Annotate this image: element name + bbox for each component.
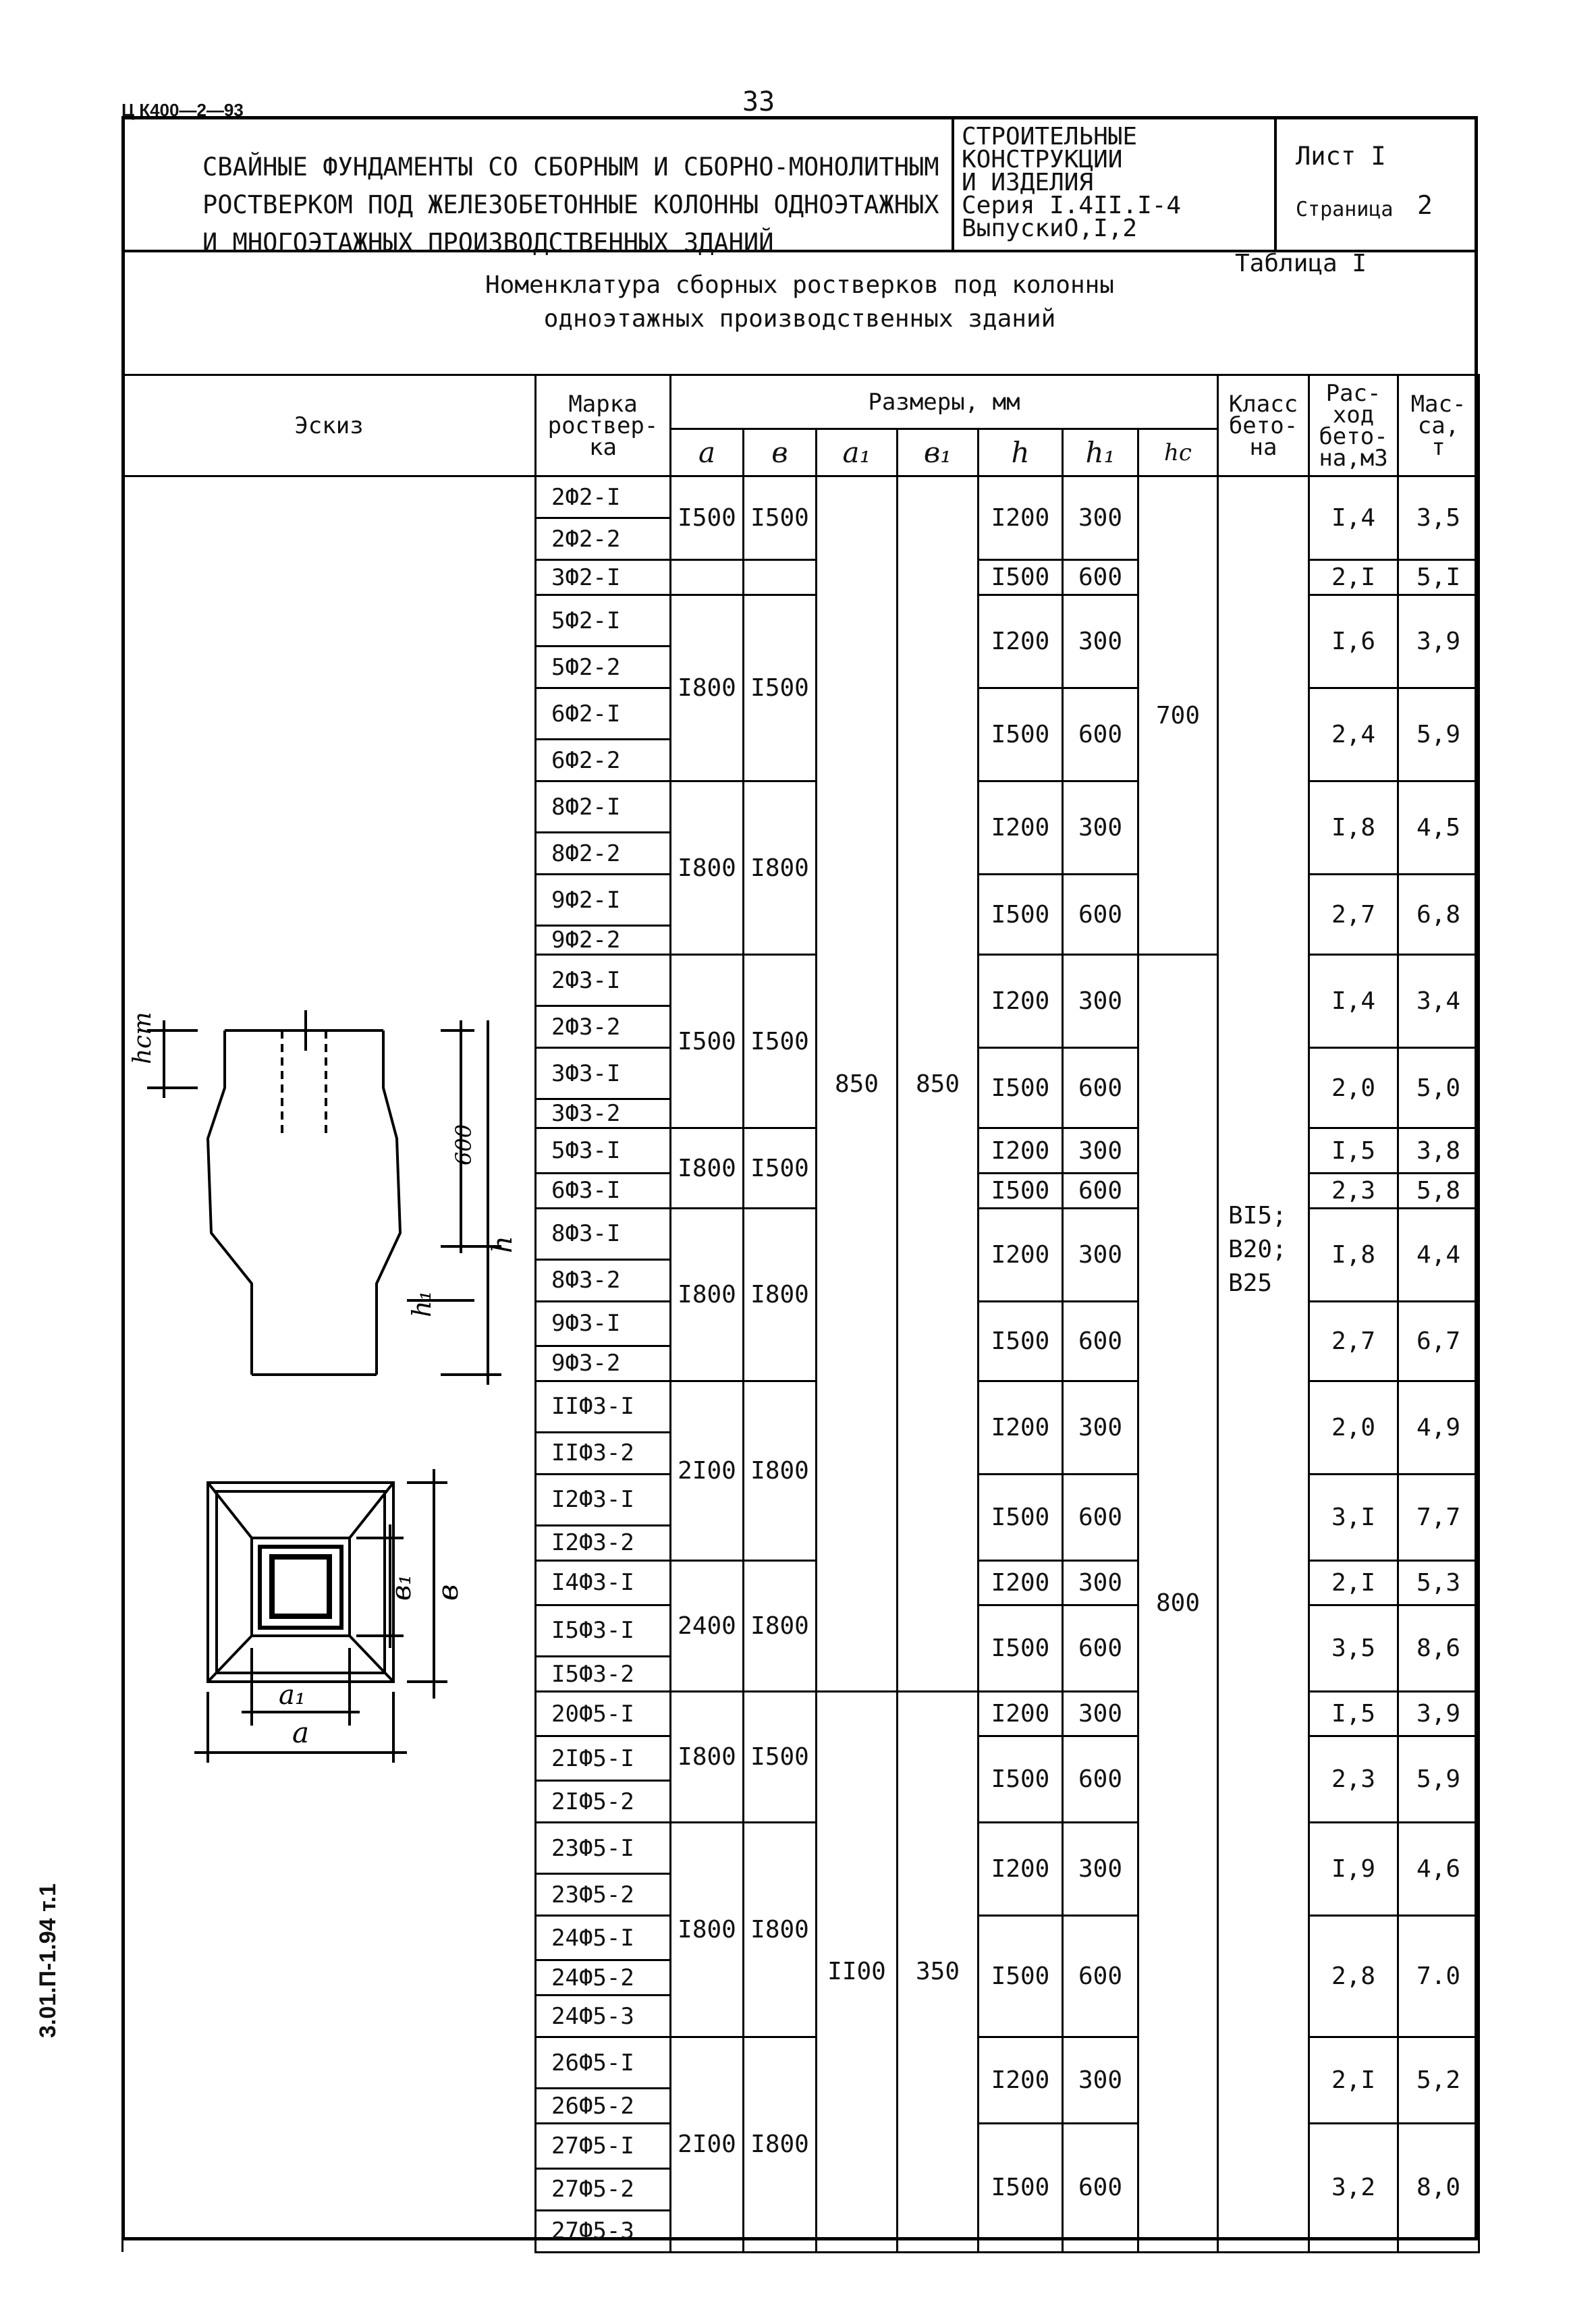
usage-header-line: на,м3 <box>1319 444 1388 472</box>
cell-a: I800 <box>671 1692 744 1823</box>
document-title <box>202 148 939 262</box>
cell-h1: 600 <box>1063 688 1138 781</box>
cell-hc: 800 <box>1138 955 1218 2252</box>
cell-h: I200 <box>979 476 1063 560</box>
mark-cell: 24Ф5-2 <box>536 1960 671 1996</box>
series-line: КОНСТРУКЦИИ <box>962 146 1123 173</box>
dim-a-header: a <box>671 429 744 476</box>
sketch-drawings <box>123 477 536 2252</box>
mark-cell: 9Ф2-I <box>536 875 671 926</box>
mark-cell: 2Ф2-2 <box>536 518 671 560</box>
usage-header-line: ход <box>1332 401 1375 429</box>
sketch-cell <box>123 476 536 2253</box>
cell-h1: 600 <box>1063 1474 1138 1560</box>
cell-h1: 600 <box>1063 1048 1138 1128</box>
cell-mass: 5,9 <box>1398 1736 1479 1823</box>
cell-h: I200 <box>979 1381 1063 1474</box>
mark-cell: 2Ф2-I <box>536 476 671 518</box>
cell-mass: 7,7 <box>1398 1474 1479 1560</box>
series-line: И ИЗДЕЛИЯ <box>962 169 1094 196</box>
cell-mass: 6,7 <box>1398 1301 1479 1381</box>
cell-usage: 2,7 <box>1309 1301 1398 1381</box>
concrete-class-header-line: бето- <box>1228 412 1298 439</box>
dim-a1-header: a₁ <box>817 429 898 476</box>
cell-a: 2400 <box>671 1560 744 1691</box>
mark-cell: 23Ф5-I <box>536 1823 671 1874</box>
cell-a1: 850 <box>817 476 898 1692</box>
cell-usage: I,4 <box>1309 476 1398 560</box>
dim-h1-header: h₁ <box>1063 429 1138 476</box>
mass-header-line: т <box>1431 433 1446 461</box>
title-line: РОСТВЕРКОМ ПОД ЖЕЛЕЗОБЕТОННЫЕ КОЛОННЫ ОДНОЭТАЖНЫХ <box>202 190 939 219</box>
cell-h1: 600 <box>1063 1301 1138 1381</box>
mark-cell: I4Ф3-I <box>536 1560 671 1605</box>
cell-usage: I,8 <box>1309 1208 1398 1301</box>
mark-cell: 2IФ5-2 <box>536 1781 671 1823</box>
mark-cell: 8Ф3-I <box>536 1208 671 1259</box>
cell-a: 2I00 <box>671 1381 744 1560</box>
concrete-usage-header <box>1309 375 1398 476</box>
cell-a: I800 <box>671 781 744 955</box>
cell-b: I800 <box>744 1208 817 1381</box>
series-line: СТРОИТЕЛЬНЫЕ <box>962 123 1138 150</box>
cell-mass: 3,5 <box>1398 476 1479 560</box>
cell-mass: 3,8 <box>1398 1128 1479 1173</box>
page-label: Страница <box>1296 198 1394 221</box>
cell-h: I500 <box>979 1916 1063 2037</box>
cell-a: I800 <box>671 1128 744 1208</box>
cell-h1: 300 <box>1063 1692 1138 1736</box>
cell-h1: 600 <box>1063 1916 1138 2037</box>
mark-cell: 27Ф5-I <box>536 2124 671 2168</box>
mark-cell: 24Ф5-3 <box>536 1996 671 2037</box>
cell-usage: I,8 <box>1309 781 1398 875</box>
cell-h: I200 <box>979 781 1063 875</box>
cell-h1: 600 <box>1063 1173 1138 1208</box>
cell-h1: 300 <box>1063 1208 1138 1301</box>
mark-cell: 2IФ5-I <box>536 1736 671 1781</box>
cell-b: I800 <box>744 2037 817 2252</box>
cell-mass: 4,5 <box>1398 781 1479 875</box>
page-number: 33 <box>742 86 775 117</box>
document-code: Ц К400—2—93 <box>121 100 244 120</box>
cell-h: I200 <box>979 1128 1063 1173</box>
series-block <box>962 123 1182 242</box>
cell-mass: 3,9 <box>1398 595 1479 688</box>
cell-mass: 4,9 <box>1398 1381 1479 1474</box>
concrete-class-header <box>1218 375 1309 476</box>
cell-h: I500 <box>979 1605 1063 1691</box>
cell-h1: 600 <box>1063 2124 1138 2252</box>
cell-usage: 3,5 <box>1309 1605 1398 1691</box>
cell-h1: 300 <box>1063 781 1138 875</box>
mark-cell: I5Ф3-2 <box>536 1657 671 1692</box>
cell-h: I500 <box>979 2124 1063 2252</box>
cell-h: I200 <box>979 1692 1063 1736</box>
title-line: И МНОГОЭТАЖНЫХ ПРОИЗВОДСТВЕННЫХ ЗДАНИЙ <box>202 228 774 257</box>
cell-usage: I,5 <box>1309 1692 1398 1736</box>
cell-h: I500 <box>979 1301 1063 1381</box>
cell-h: I200 <box>979 2037 1063 2124</box>
mark-cell: I2Ф3-I <box>536 1474 671 1525</box>
cell-h: I500 <box>979 1173 1063 1208</box>
cell-usage: I,9 <box>1309 1823 1398 1916</box>
mark-cell: 8Ф2-I <box>536 781 671 833</box>
mark-cell: I5Ф3-I <box>536 1605 671 1656</box>
cell-h: I500 <box>979 1736 1063 1823</box>
dim-h-header: h <box>979 429 1063 476</box>
concrete-class-line: BI5; <box>1228 1202 1287 1230</box>
mark-cell: 5Ф3-I <box>536 1128 671 1173</box>
sheet-label: Лист I <box>1296 142 1386 171</box>
mark-header-line: Марка <box>568 390 638 418</box>
cell-usage: I,6 <box>1309 595 1398 688</box>
cell-mass: 5,9 <box>1398 688 1479 781</box>
cell-a: I800 <box>671 1208 744 1381</box>
b1-dimension-label: в₁ <box>386 1574 417 1601</box>
cell-mass: 5,3 <box>1398 1560 1479 1605</box>
cell-h: I200 <box>979 1823 1063 1916</box>
mark-cell: 23Ф5-2 <box>536 1874 671 1916</box>
cell-h: I200 <box>979 955 1063 1048</box>
mark-cell: 6Ф2-I <box>536 688 671 740</box>
cell-concrete-class <box>1218 476 1309 2253</box>
caption-line: Номенклатура сборных ростверков под колонны <box>485 271 1114 299</box>
cell-h1: 600 <box>1063 875 1138 955</box>
cell-h1: 300 <box>1063 1128 1138 1173</box>
mark-header-line: ка <box>589 433 617 461</box>
cell-b: I800 <box>744 1823 817 2037</box>
cell-h: I200 <box>979 1560 1063 1605</box>
cell-a: I800 <box>671 1823 744 2037</box>
usage-header-line: бето- <box>1319 422 1388 450</box>
dim-b1-header: в₁ <box>898 429 979 476</box>
cell-h: I500 <box>979 1048 1063 1128</box>
mass-header-line: Мас- <box>1410 390 1466 418</box>
nomenclature-table <box>121 374 1480 2253</box>
cell-h1: 300 <box>1063 955 1138 1048</box>
mark-cell: 3Ф3-2 <box>536 1099 671 1128</box>
cell-h1: 300 <box>1063 1823 1138 1916</box>
page-value: 2 <box>1417 190 1433 220</box>
h1-dimension-label: h₁ <box>407 1290 437 1317</box>
mark-header-line: роствер- <box>547 412 659 439</box>
side-code: 3.01.П-1.94 т.1 <box>35 1883 61 2038</box>
cell-b <box>744 560 817 595</box>
b-dimension-label: в <box>431 1584 464 1601</box>
table-caption <box>121 269 1478 336</box>
mark-cell: 27Ф5-2 <box>536 2168 671 2210</box>
cell-usage: 2,I <box>1309 560 1398 595</box>
cell-mass: 4,6 <box>1398 1823 1479 1916</box>
cell-h1: 600 <box>1063 1736 1138 1823</box>
cell-usage: 2,7 <box>1309 875 1398 955</box>
cell-usage: 2,3 <box>1309 1736 1398 1823</box>
mark-cell: 5Ф2-2 <box>536 646 671 688</box>
mark-cell: 2Ф3-I <box>536 955 671 1006</box>
mark-cell: 9Ф3-I <box>536 1301 671 1346</box>
cell-b: I500 <box>744 955 817 1128</box>
cell-mass: 7.0 <box>1398 1916 1479 2037</box>
plan-drawing <box>194 1469 447 1763</box>
cell-mass: 8,6 <box>1398 1605 1479 1691</box>
mark-cell: 9Ф2-2 <box>536 926 671 955</box>
mark-cell: IIФ3-2 <box>536 1432 671 1474</box>
dim-b-header: в <box>744 429 817 476</box>
mark-cell: 26Ф5-I <box>536 2037 671 2089</box>
mark-cell: 3Ф2-I <box>536 560 671 595</box>
cell-a1: II00 <box>817 1692 898 2252</box>
mark-cell: 8Ф2-2 <box>536 833 671 875</box>
cell-mass: 6,8 <box>1398 875 1479 955</box>
series-line: ВыпускиО,I,2 <box>962 215 1138 242</box>
cell-mass: 3,9 <box>1398 1692 1479 1736</box>
mark-cell: 26Ф5-2 <box>536 2089 671 2124</box>
mark-cell: 24Ф5-I <box>536 1916 671 1960</box>
cell-a: 2I00 <box>671 2037 744 2252</box>
cell-usage: 3,2 <box>1309 2124 1398 2252</box>
hc-dimension-label: hст <box>129 1012 157 1064</box>
cell-b: I800 <box>744 1560 817 1691</box>
concrete-class-line: B25 <box>1228 1269 1273 1297</box>
mark-cell: 9Ф3-2 <box>536 1346 671 1381</box>
cell-h: I500 <box>979 1474 1063 1560</box>
title-line: СВАЙНЫЕ ФУНДАМЕНТЫ СО СБОРНЫМ И СБОРНО-МОНОЛИТНЫМ <box>202 153 939 182</box>
cell-usage: 2,4 <box>1309 688 1398 781</box>
cell-usage: 2,0 <box>1309 1048 1398 1128</box>
dim-600-label: 600 <box>451 1124 476 1165</box>
cell-usage: I,5 <box>1309 1128 1398 1173</box>
mark-cell: 5Ф2-I <box>536 595 671 646</box>
cell-h1: 300 <box>1063 595 1138 688</box>
concrete-class-line: B20; <box>1228 1236 1287 1263</box>
cell-h: I200 <box>979 595 1063 688</box>
sketch-header: Эскиз <box>123 375 536 476</box>
cell-hc: 700 <box>1138 476 1218 955</box>
cell-a: I500 <box>671 955 744 1128</box>
cell-mass: 5,0 <box>1398 1048 1479 1128</box>
concrete-class-header-line: на <box>1249 433 1277 461</box>
mass-header <box>1398 375 1479 476</box>
header-col-divider-2 <box>1274 116 1277 251</box>
cell-b1: 350 <box>898 1692 979 2252</box>
cell-usage: 2,8 <box>1309 1916 1398 2037</box>
a-dimension-label: a <box>292 1716 310 1749</box>
series-line: Серия I.4II.I-4 <box>962 192 1182 219</box>
mark-cell: I2Ф3-2 <box>536 1525 671 1560</box>
cell-h1: 300 <box>1063 476 1138 560</box>
concrete-class-header-line: Класс <box>1228 390 1298 418</box>
cell-b: I500 <box>744 476 817 560</box>
table-number: Таблица I <box>1235 250 1367 277</box>
cell-h1: 600 <box>1063 560 1138 595</box>
cell-usage: 2,I <box>1309 2037 1398 2124</box>
mark-cell: 2Ф3-2 <box>536 1006 671 1048</box>
mark-header <box>536 375 671 476</box>
cell-a <box>671 560 744 595</box>
mark-cell: 27Ф5-3 <box>536 2210 671 2252</box>
cell-usage: 2,3 <box>1309 1173 1398 1208</box>
usage-header-line: Рас- <box>1325 379 1381 407</box>
cell-b: I500 <box>744 595 817 781</box>
cell-b: I500 <box>744 1692 817 1823</box>
cell-b: I800 <box>744 781 817 955</box>
cell-h: I200 <box>979 1208 1063 1301</box>
cell-h: I500 <box>979 688 1063 781</box>
cell-b1: 850 <box>898 476 979 1692</box>
a1-dimension-label: a₁ <box>279 1680 306 1711</box>
cell-h1: 300 <box>1063 1381 1138 1474</box>
cell-mass: 5,2 <box>1398 2037 1479 2124</box>
cell-b: I800 <box>744 1381 817 1560</box>
cell-usage: I,4 <box>1309 955 1398 1048</box>
cell-h1: 600 <box>1063 1605 1138 1691</box>
mark-cell: 6Ф3-I <box>536 1173 671 1208</box>
mark-cell: IIФ3-I <box>536 1381 671 1432</box>
mark-cell: 20Ф5-I <box>536 1692 671 1736</box>
cell-b: I500 <box>744 1128 817 1208</box>
elevation-drawing <box>147 1010 501 1385</box>
mark-cell: 6Ф2-2 <box>536 740 671 781</box>
mark-cell: 8Ф3-2 <box>536 1259 671 1301</box>
mass-header-line: са, <box>1417 412 1460 439</box>
cell-h: I500 <box>979 875 1063 955</box>
cell-mass: 4,4 <box>1398 1208 1479 1301</box>
cell-usage: 3,I <box>1309 1474 1398 1560</box>
cell-usage: 2,0 <box>1309 1381 1398 1474</box>
cell-a: I500 <box>671 476 744 560</box>
h-dimension-label: h <box>487 1236 518 1253</box>
dimensions-header: Размеры, мм <box>671 375 1218 429</box>
header-col-divider-1 <box>952 116 954 251</box>
cell-mass: 3,4 <box>1398 955 1479 1048</box>
mark-cell: 3Ф3-I <box>536 1048 671 1099</box>
dim-hc-header: hс <box>1138 429 1218 476</box>
cell-mass: 5,I <box>1398 560 1479 595</box>
cell-usage: 2,I <box>1309 1560 1398 1605</box>
cell-mass: 8,0 <box>1398 2124 1479 2252</box>
cell-h: I500 <box>979 560 1063 595</box>
caption-line: одноэтажных производственных зданий <box>543 305 1056 333</box>
cell-mass: 5,8 <box>1398 1173 1479 1208</box>
cell-a: I800 <box>671 595 744 781</box>
cell-h1: 300 <box>1063 1560 1138 1605</box>
cell-h1: 300 <box>1063 2037 1138 2124</box>
